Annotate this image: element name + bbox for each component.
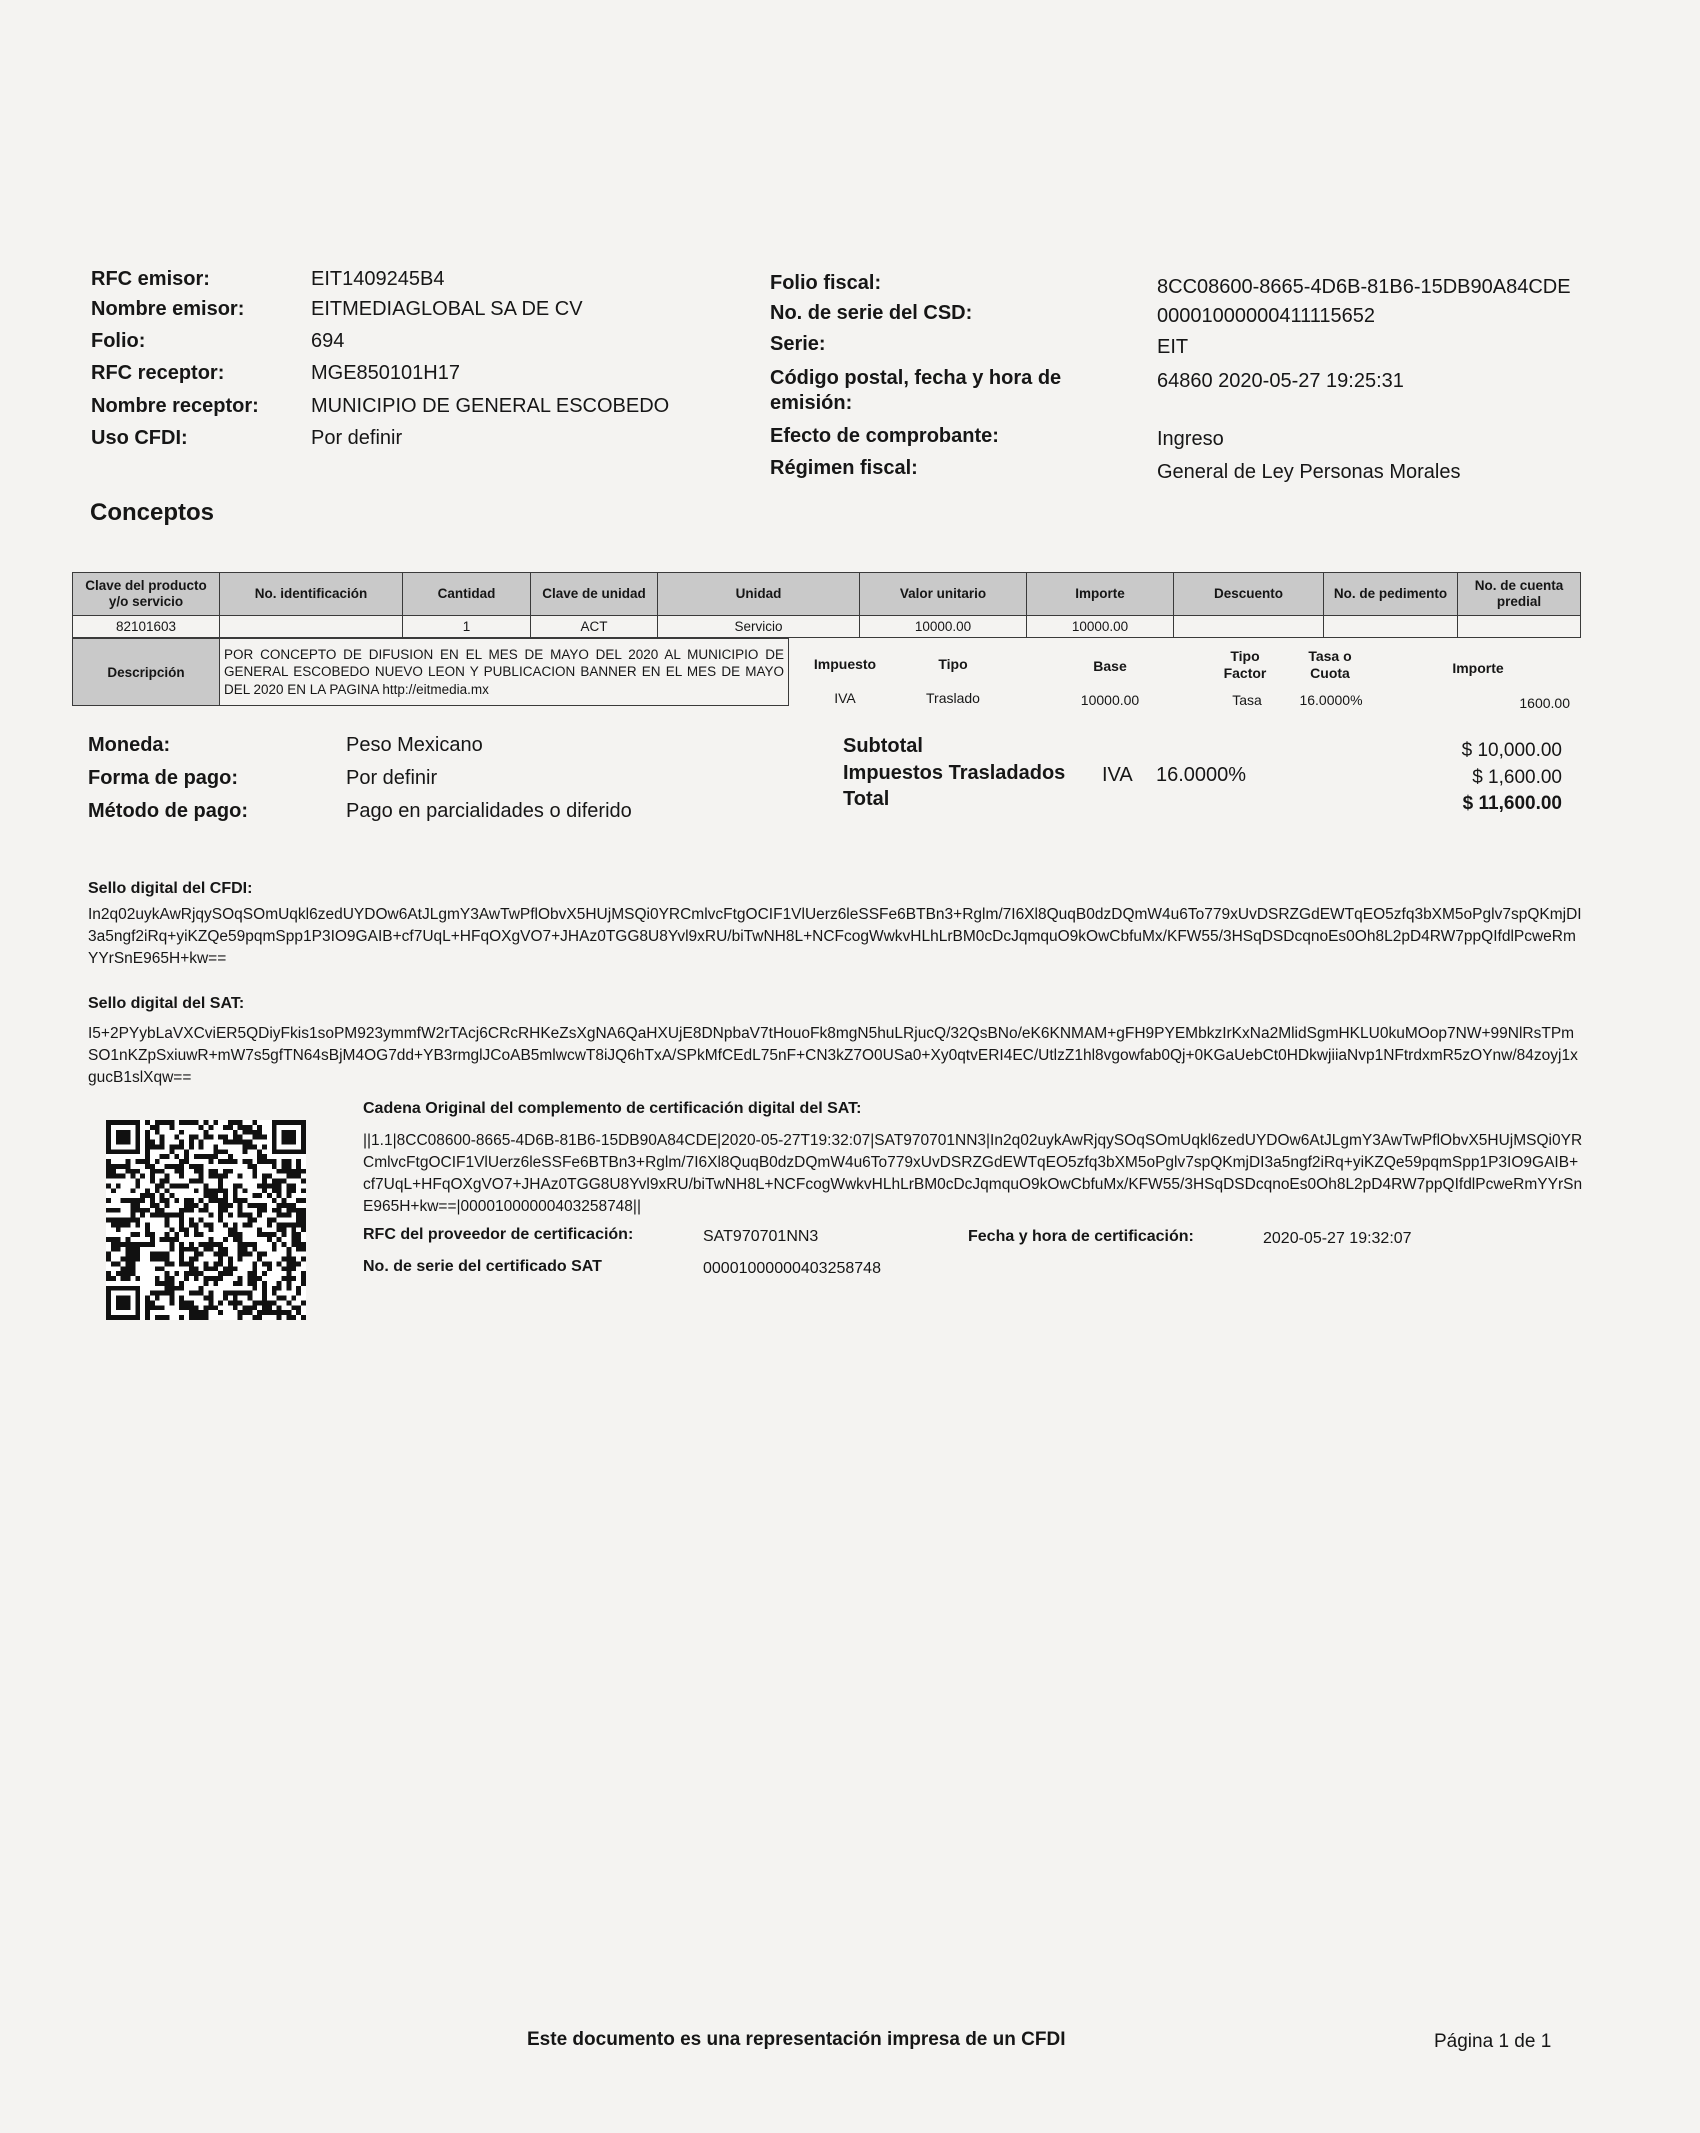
- nombre-emisor-value: EITMEDIAGLOBAL SA DE CV: [311, 298, 583, 320]
- impuestos-value: $ 1,600.00: [1472, 767, 1562, 788]
- descripcion-text: POR CONCEPTO DE DIFUSION EN EL MES DE MAYO DEL 2020 AL MUNICIPIO DE GENERAL ESCOBEDO NUEVO LEON Y PUBLICACION BANNER EN EL MES DE MAYO DEL 2020 EN LA PAGINA http://eitmedia.mx: [220, 639, 789, 706]
- page-number: Página 1 de 1: [1434, 2031, 1552, 2052]
- impuestos-trasladados-label: Impuestos Trasladados: [843, 762, 1066, 784]
- nombre-emisor-label: Nombre emisor:: [91, 298, 245, 320]
- cp-fecha-label: Código postal, fecha y hora de: [770, 367, 1062, 389]
- folio-value: 694: [311, 330, 345, 352]
- col-cuenta-predial: No. de cuenta predial: [1458, 573, 1581, 616]
- folio-fiscal-value: 8CC08600-8665-4D6B-81B6-15DB90A84CDE: [1157, 276, 1571, 298]
- col-clave-unidad: Clave de unidad: [531, 573, 658, 616]
- cell-cantidad: 1: [403, 616, 531, 638]
- descripcion-table: [72, 638, 789, 706]
- serie-label: Serie:: [770, 333, 826, 355]
- rfc-receptor-value: MGE850101H17: [311, 362, 460, 384]
- descripcion-label: Descripción: [73, 639, 220, 706]
- table-row: [73, 616, 1581, 638]
- uso-cfdi-label: Uso CFDI:: [91, 427, 188, 449]
- conceptos-header-row: [73, 573, 1581, 616]
- subtotal-value: $ 10,000.00: [1461, 740, 1562, 761]
- tax-base-value: 10000.00: [1080, 692, 1140, 708]
- serie-value: EIT: [1157, 336, 1189, 358]
- csd-serie-value: 00001000000411115652: [1157, 305, 1376, 327]
- tax-impuesto-value: IVA: [834, 690, 856, 706]
- impuestos-tipo: IVA: [1102, 764, 1133, 786]
- moneda-label: Moneda:: [88, 734, 171, 756]
- metodo-pago-label: Método de pago:: [88, 800, 248, 822]
- col-cantidad: Cantidad: [403, 573, 531, 616]
- cell-descuento: [1174, 616, 1324, 638]
- col-descuento: Descuento: [1174, 573, 1324, 616]
- nombre-receptor-value: MUNICIPIO DE GENERAL ESCOBEDO: [311, 395, 670, 417]
- tax-impuesto-header: Impuesto: [813, 656, 877, 672]
- tax-importe-value: 1600.00: [1519, 695, 1570, 711]
- col-clave-producto: Clave del producto y/o servicio: [73, 573, 220, 616]
- cell-no-identificacion: [220, 616, 403, 638]
- cadena-label: Cadena Original del complemento de certificación digital del SAT:: [363, 1100, 862, 1117]
- moneda-value: Peso Mexicano: [346, 734, 483, 756]
- csd-serie-label: No. de serie del CSD:: [770, 302, 973, 324]
- rfc-emisor-value: EIT1409245B4: [311, 268, 445, 290]
- tax-tipo-header: Tipo: [938, 656, 968, 672]
- col-unidad: Unidad: [658, 573, 860, 616]
- col-no-pedimento: No. de pedimento: [1324, 573, 1458, 616]
- fecha-certificacion-label: Fecha y hora de certificación:: [968, 1228, 1194, 1245]
- col-no-identificacion: No. identificación: [220, 573, 403, 616]
- forma-pago-value: Por definir: [346, 767, 438, 789]
- nombre-receptor-label: Nombre receptor:: [91, 395, 259, 417]
- total-label: Total: [843, 788, 890, 810]
- fecha-certificacion-value: 2020-05-27 19:32:07: [1263, 1230, 1412, 1247]
- sello-sat-label: Sello digital del SAT:: [88, 995, 245, 1012]
- regimen-label: Régimen fiscal:: [770, 457, 918, 479]
- serie-certificado-label: No. de serie del certificado SAT: [363, 1258, 602, 1275]
- folio-label: Folio:: [91, 330, 146, 352]
- tax-tasa-header: Tasa o Cuota: [1308, 648, 1352, 681]
- rfc-emisor-label: RFC emisor:: [91, 268, 210, 290]
- efecto-value: Ingreso: [1157, 428, 1224, 450]
- sello-cfdi-value: In2q02uykAwRjqySOqSOmUqkl6zedUYDOw6AtJLgmY3AwTwPflObvX5HUjMSQi0YRCmlvcFtgOCIF1VlUerz6leSSFe6BTBn3+Rglm/7I6Xl8QuqB0dzDQmW4u6To779xUvDSRZGdEWTqEO5zfq3bXM5oPglv7spQKmjDI3a5ngf2iRq+yiKZQe59pqmSpp1P3IO9GAIB+cf7UqL+HFqOXgVO7+JHAz0TGG8U8Yvl9xRU/biTwNH8L+NCFcogWwkvHLhLrBM0cDcJqmquO9kOwCbfuMx/KFW55/3HSqDSDcqnoEs0Oh8L2pD4RW7ppQIfdlPcweRmYYrSnE965H+kw==: [88, 906, 1582, 967]
- col-valor-unitario: Valor unitario: [860, 573, 1027, 616]
- col-importe: Importe: [1027, 573, 1174, 616]
- forma-pago-label: Forma de pago:: [88, 767, 239, 789]
- cell-clave-unidad: ACT: [531, 616, 658, 638]
- tax-importe-header: Importe: [1452, 660, 1504, 676]
- cell-valor-unitario: 10000.00: [860, 616, 1027, 638]
- cp-fecha-value: 64860 2020-05-27 19:25:31: [1157, 370, 1404, 392]
- conceptos-title: Conceptos: [90, 499, 215, 526]
- serie-certificado-value: 00001000000403258748: [703, 1260, 881, 1277]
- footer-text: Este documento es una representación impresa de un CFDI: [527, 2029, 1066, 2050]
- qr-code: [106, 1120, 306, 1320]
- subtotal-label: Subtotal: [843, 735, 923, 757]
- cell-cuenta-predial: [1458, 616, 1581, 638]
- tax-tasa-value: 16.0000%: [1299, 692, 1363, 708]
- metodo-pago-value: Pago en parcialidades o diferido: [346, 800, 632, 822]
- rfc-receptor-label: RFC receptor:: [91, 362, 225, 384]
- tax-tipo-factor-value: Tasa: [1232, 692, 1262, 708]
- efecto-label: Efecto de comprobante:: [770, 425, 999, 447]
- rfc-proveedor-label: RFC del proveedor de certificación:: [363, 1226, 634, 1243]
- cp-fecha-label-2: emisión:: [770, 392, 853, 414]
- rfc-proveedor-value: SAT970701NN3: [703, 1228, 819, 1245]
- cell-unidad: Servicio: [658, 616, 860, 638]
- conceptos-table: [72, 572, 1581, 638]
- total-value: $ 11,600.00: [1462, 793, 1562, 814]
- cell-importe: 10000.00: [1027, 616, 1174, 638]
- impuestos-tasa: 16.0000%: [1156, 764, 1247, 786]
- cell-no-pedimento: [1324, 616, 1458, 638]
- tax-tipo-factor-header: Tipo Factor: [1223, 648, 1267, 681]
- sello-cfdi-label: Sello digital del CFDI:: [88, 880, 253, 897]
- folio-fiscal-label: Folio fiscal:: [770, 272, 882, 294]
- qr-code-icon: [106, 1120, 306, 1320]
- regimen-value: General de Ley Personas Morales: [1157, 461, 1461, 483]
- tax-tipo-value: Traslado: [926, 690, 980, 706]
- tax-base-header: Base: [1093, 658, 1127, 674]
- sello-sat-value: I5+2PYybLaVXCviER5QDiyFkis1soPM923ymmfW2rTAcj6CRcRHKeZsXgNA6QaHXUjE8DNpbaV7tHouoFk8mgN5huLRjucQ/32QsBNo/eK6KNMAM+gFH9PYEMbkzIrKxNa2MlidSgmHKLU0kuMOop7NW+99NlRsTPmSO1nKZpSxiuwR+mW7s5gfTN64sBjM4OG7dd+YB3rmglJCoAB5mlwcwT8iJQ6hTxA/SPkMfCEdL75nF+CN3kZ7O0USa0+Xy0qtvERI4EC/UtlzZ1hl8vgowfab0Qj+0KGaUebCt0HDkwjiiaNvp1NFtrdxmR5zOYnw/84zoyj1xgucB1slXqw==: [88, 1025, 1578, 1086]
- cadena-value: ||1.1|8CC08600-8665-4D6B-81B6-15DB90A84CDE|2020-05-27T19:32:07|SAT970701NN3|In2q02uykAwRjqySOqSOmUqkl6zedUYDOw6AtJLgmY3AwTwPflObvX5HUjMSQi0YRCmlvcFtgOCIF1VlUerz6leSSFe6BTBn3+Rglm/7I6Xl8QuqB0dzDQmW4u6To779xUvDSRZGdEWTqEO5zfq3bXM5oPglv7spQKmjDI3a5ngf2iRq+yiKZQe59pqmSpp1P3IO9GAIB+cf7UqL+HFqOXgVO7+JHAz0TGG8U8Yvl9xRU/biTwNH8L+NCFcogWwkvHLhLrBM0cDcJqmquO9kOwCbfuMx/KFW55/3HSqDSDcqnoEs0Oh8L2pD4RW7ppQIfdlPcweRmYYrSnE965H+kw==|00001000000403258748||: [363, 1132, 1583, 1215]
- cell-clave-producto: 82101603: [73, 616, 220, 638]
- uso-cfdi-value: Por definir: [311, 427, 403, 449]
